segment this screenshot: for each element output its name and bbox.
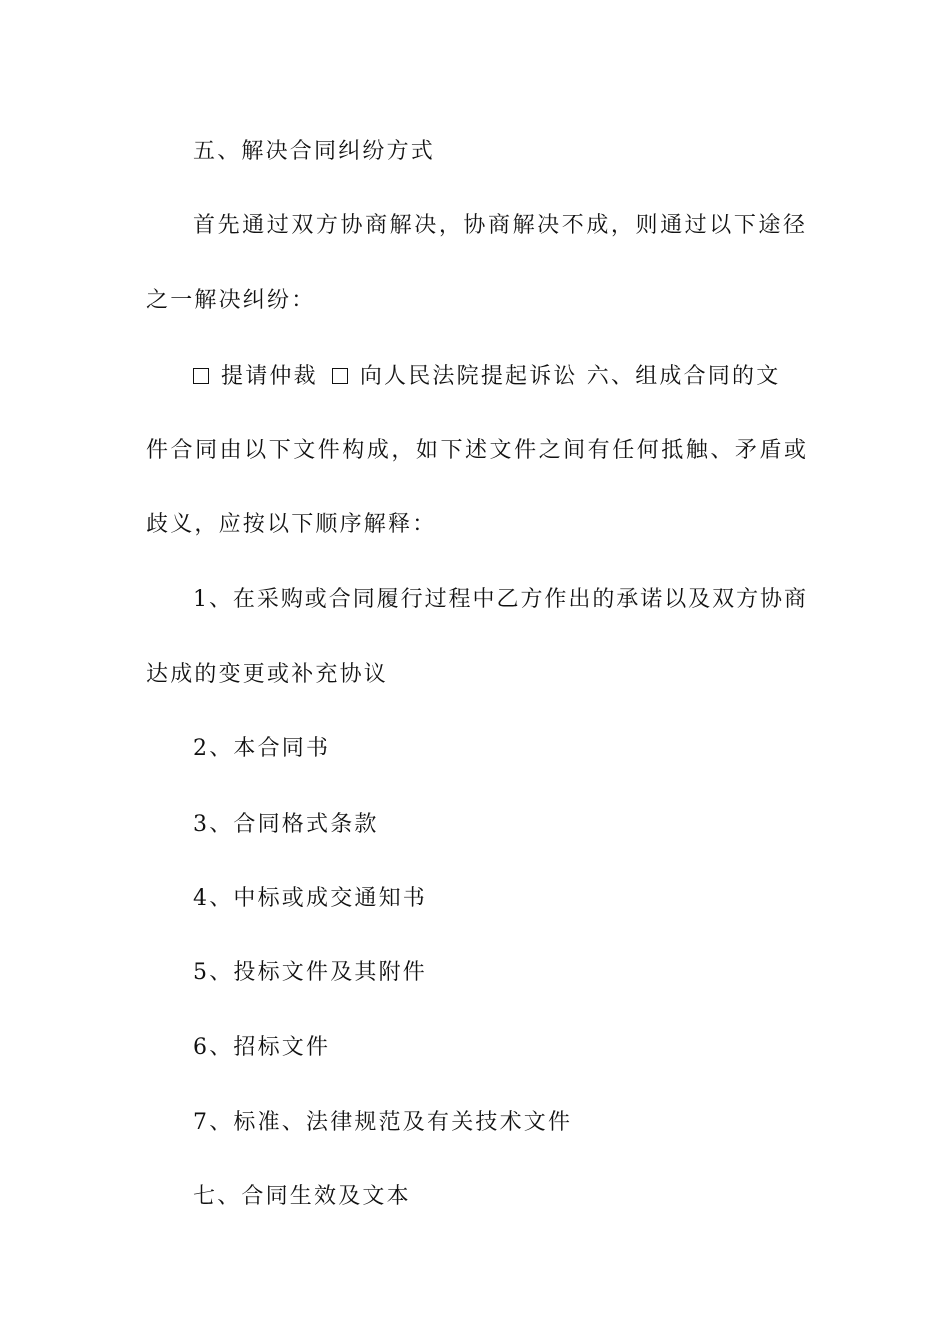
list-item: 1、在采购或合同履行过程中乙方作出的承诺以及双方协商: [193, 587, 806, 612]
arbitration-option-label: 提请仲裁: [221, 364, 318, 389]
paragraph-line: 首先通过双方协商解决，协商解决不成，则通过以下途径: [193, 213, 805, 238]
list-item: 3、合同格式条款: [193, 812, 379, 837]
section-heading-dispute: 五、解决合同纠纷方式: [193, 139, 436, 164]
arbitration-checkbox[interactable]: [193, 368, 209, 384]
list-item: 2、本合同书: [193, 736, 331, 761]
list-item-continuation: 达成的变更或补充协议: [146, 662, 389, 687]
section-heading-effectiveness: 七、合同生效及文本: [193, 1184, 411, 1209]
litigation-option-label: 向人民法院提起诉讼 六、组成合同的文: [359, 364, 781, 389]
list-item: 5、投标文件及其附件: [193, 960, 427, 985]
list-item: 7、标准、法律规范及有关技术文件: [193, 1110, 573, 1135]
paragraph-line: 之一解决纠纷：: [146, 288, 316, 313]
list-item: 6、招标文件: [193, 1035, 331, 1060]
paragraph-line: 歧义，应按以下顺序解释：: [146, 512, 437, 537]
list-item: 4、中标或成交通知书: [193, 886, 427, 911]
litigation-checkbox[interactable]: [332, 368, 348, 384]
paragraph-line: 件合同由以下文件构成，如下述文件之间有任何抵触、矛盾或: [146, 438, 806, 463]
dispute-options-line: [193, 362, 780, 392]
